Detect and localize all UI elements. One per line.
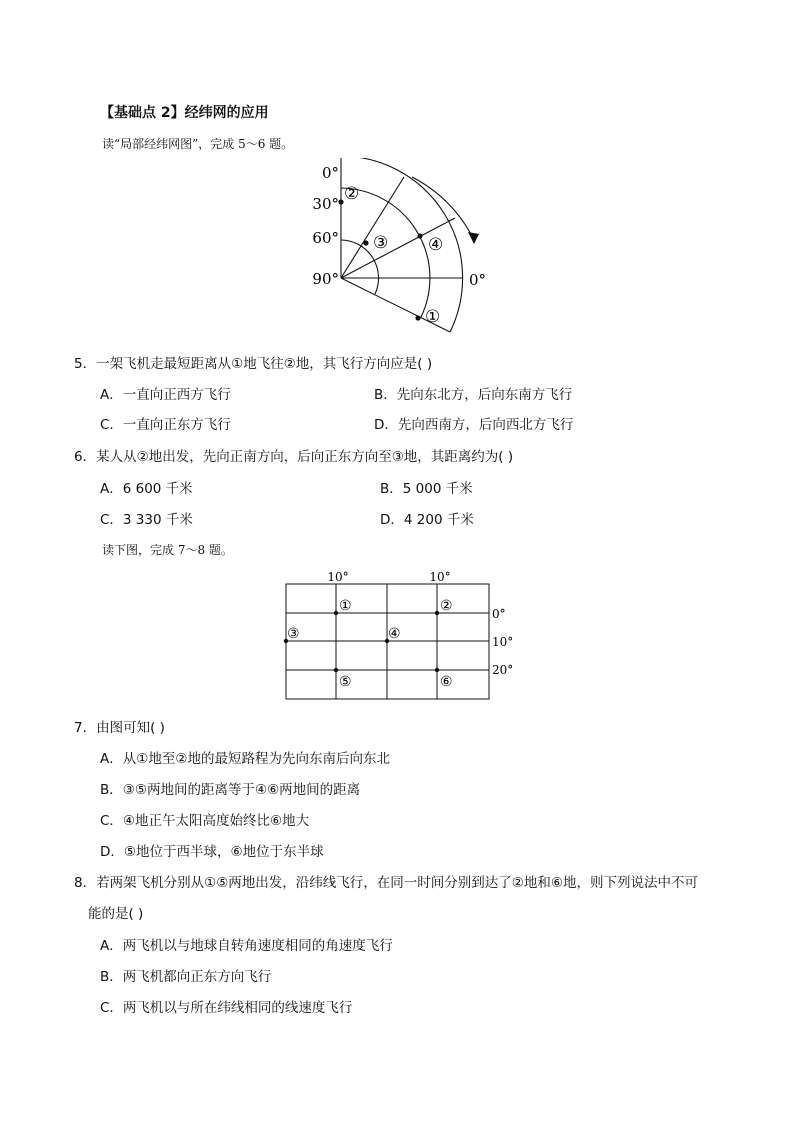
graticule-figure-2 <box>278 566 528 702</box>
point-1-dot <box>415 315 420 320</box>
grid-point-1-dot <box>334 611 338 615</box>
question-6-option-a: A．6 600 千米 <box>100 481 193 497</box>
question-6-stem: 6．某人从②地出发，先向正南方向，后向正东方向至③地，其距离约为( ) <box>74 449 514 465</box>
question-8-option-c: C．两飞机以与所在纬线相同的线速度飞行 <box>100 1000 353 1016</box>
grid-point-2-dot <box>435 611 439 615</box>
question-5-option-b: B．先向东北方，后向东南方飞行 <box>374 387 573 403</box>
rotation-arrowhead <box>468 232 479 244</box>
question-5-stem: 5．一架飞机走最短距离从①地飞往②地，其飞行方向应是( ) <box>74 356 433 372</box>
point-1-label: ① <box>425 307 441 327</box>
grid-point-4-label: ④ <box>388 626 401 642</box>
section-heading <box>100 102 269 122</box>
question-6-option-d: D．4 200 千米 <box>380 512 474 528</box>
question-7-option-d: D．⑤地位于西半球，⑥地位于东半球 <box>100 844 324 860</box>
lat-label-30: 30° <box>312 195 339 213</box>
point-3-label: ③ <box>373 233 389 253</box>
grid-point-6-label: ⑥ <box>440 674 453 690</box>
question-7-option-c: C．④地正午太阳高度始终比⑥地大 <box>100 813 310 829</box>
point-4-dot <box>417 233 422 238</box>
question-7-option-b: B．③⑤两地间的距离等于④⑥两地间的距离 <box>100 782 361 798</box>
question-5-option-d: D．先向西南方，后向西北方飞行 <box>374 417 574 433</box>
grid-point-3-label: ③ <box>287 626 300 642</box>
graticule-figure-1 <box>305 158 505 338</box>
right-label-0: 0° <box>492 607 506 621</box>
question-6-option-b: B．5 000 千米 <box>380 481 473 497</box>
grid-point-5-label: ⑤ <box>339 674 352 690</box>
grid-point-5-dot <box>334 668 338 672</box>
question-8-stem-line-1: 8．若两架飞机分别从①⑤两地出发，沿纬线飞行，在同一时间分别到达了②地和⑥地，则下列说法中不可 <box>74 875 698 891</box>
intro-text-7-8: 读下图，完成 7～8 题。 <box>102 543 233 557</box>
point-4-label: ④ <box>428 235 444 255</box>
lat-label-0: 0° <box>321 164 339 182</box>
top-label-2: 10° <box>429 570 451 584</box>
section-title: 经纬网的应用 <box>184 105 269 121</box>
grid-point-1-label: ① <box>339 598 352 614</box>
point-3-dot <box>363 240 368 245</box>
question-6-option-c: C．3 330 千米 <box>100 512 193 528</box>
question-8-option-a: A．两飞机以与地球自转角速度相同的角速度飞行 <box>100 938 393 954</box>
right-label-10: 10° <box>492 635 514 649</box>
question-5-option-a: A．一直向正西方飞行 <box>100 387 231 403</box>
lat-label-60: 60° <box>312 229 339 247</box>
lat-label-90: 90° <box>312 270 339 288</box>
point-2-dot <box>338 199 343 204</box>
section-bracket-title: 【基础点 2】 <box>100 105 185 121</box>
grid-point-2-label: ② <box>440 598 453 614</box>
meridian-label-0: 0° <box>469 271 487 289</box>
question-8-option-b: B．两飞机都向正东方向飞行 <box>100 969 272 985</box>
question-8-stem-line-2: 能的是( ) <box>88 906 144 922</box>
question-7-stem: 7．由图可知( ) <box>74 720 165 736</box>
question-7-option-a: A．从①地至②地的最短路程为先向东南后向东北 <box>100 751 390 767</box>
top-label-1: 10° <box>327 570 349 584</box>
question-5-option-c: C．一直向正东方飞行 <box>100 417 231 433</box>
intro-text-5-6: 读“局部经纬网图”，完成 5～6 题。 <box>102 137 294 151</box>
right-label-20: 20° <box>492 663 514 677</box>
point-2-label: ② <box>344 184 360 204</box>
grid-point-6-dot <box>435 668 439 672</box>
